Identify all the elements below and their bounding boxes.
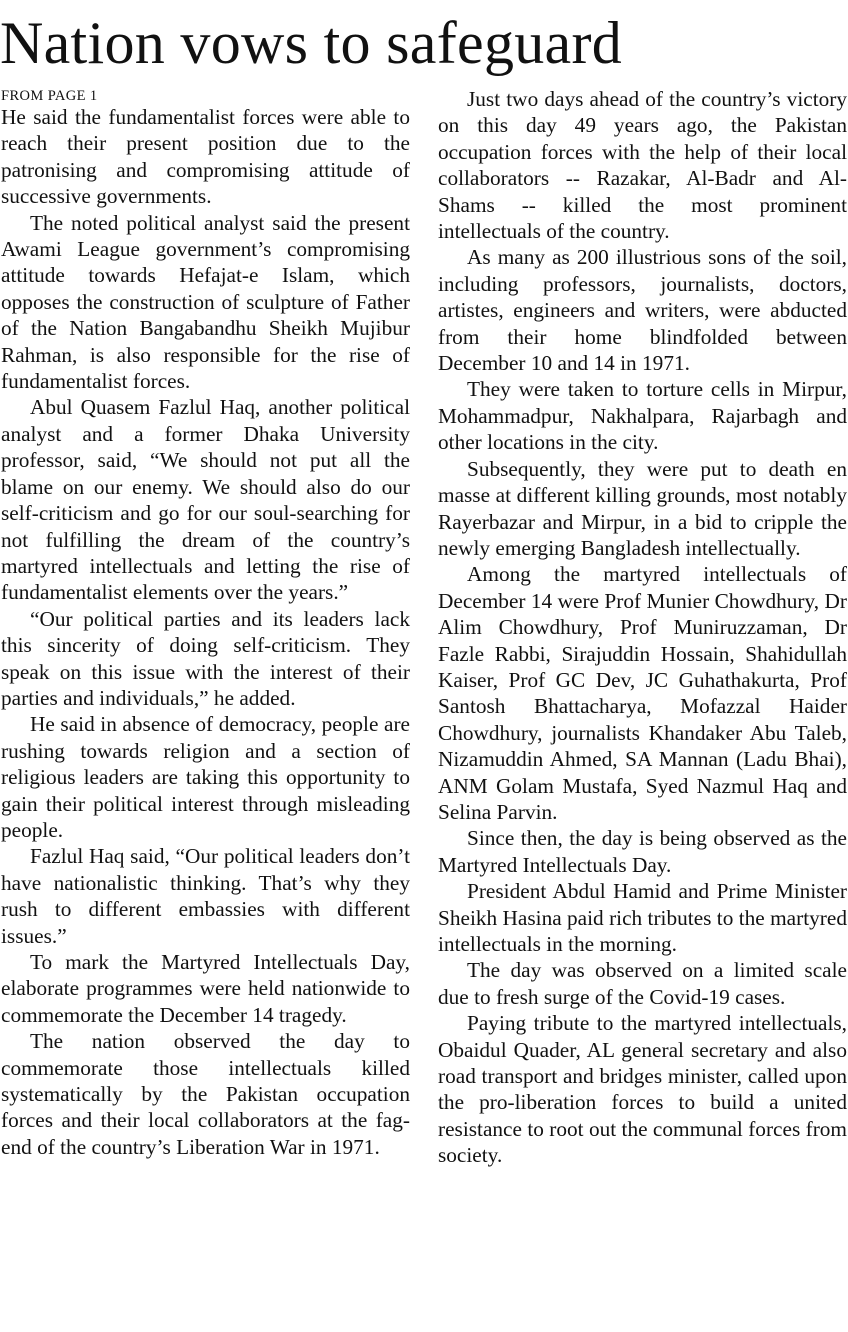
paragraph: He said the fundamentalist forces were able to reach their present position due to the patronising and compromising attitude of successive governments. — [1, 105, 410, 209]
paragraph: The noted political analyst said the present Awami League government’s compromising attitude towards Hefajat-e Islam, which opposes the construction of sculpture of Father of the Nation Bangabandhu Sheikh Mujibur Rahman, is also responsible for the rise of fundamentalist forces. — [1, 210, 410, 394]
paragraph: Among the martyred intellectuals of December 14 were Prof Munier Chowdhury, Dr Alim Chowdhury, Prof Muniruzzaman, Dr Fazle Rabbi, Sirajuddin Hossain, Shahidullah Kaiser, Prof GC Dev, JC Guhathakurta, Prof Santosh Bhattacharya, Mofazzal Haider Chowdhury, journalists Khandaker Abu Taleb, Nizamuddin Ahmed, SA Mannan (Ladu Bhai), ANM Golam Mustafa, Syed Nazmul Haq and Selina Parvin. — [438, 562, 847, 824]
paragraph: As many as 200 illustrious sons of the soil, including professors, journalists, doctors, artistes, engineers and writers, were abducted from their home blindfolded between December 10 and 14 in 1971. — [438, 245, 847, 376]
paragraph: Abul Quasem Fazlul Haq, another political analyst and a former Dhaka University professor, said, “We should not put all the blame on our enemy. We should also do our self-criticism and go for our soul-searching for not fulfilling the dream of the country’s martyred intellectuals and letting the rise of fundamentalist elements over the years.” — [1, 395, 410, 605]
paragraph: Just two days ahead of the country’s victory on this day 49 years ago, the Pakistan occupation forces with the help of their local collaborators -- Razakar, Al-Badr and Al-Shams -- killed the most prominent intellectuals of the country. — [438, 87, 847, 244]
paragraph: The day was observed on a limited scale due to fresh surge of the Covid-19 cases. — [438, 958, 847, 1009]
article-column-left — [1, 86, 410, 1160]
paragraph: To mark the Martyred Intellectuals Day, elaborate programmes were held nationwide to commemorate the December 14 tragedy. — [1, 950, 410, 1027]
paragraph: He said in absence of democracy, people are rushing towards religion and a section of religious leaders are taking this opportunity to gain their political interest through misleading people. — [1, 712, 410, 842]
paragraph: President Abdul Hamid and Prime Minister Sheikh Hasina paid rich tributes to the martyred intellectuals in the morning. — [438, 879, 847, 956]
headline: Nation vows to safeguard — [0, 10, 623, 76]
paragraph: Subsequently, they were put to death en masse at different killing grounds, most notably Rayerbazar and Mirpur, in a bid to cripple the newly emerging Bangladesh intellectually. — [438, 456, 847, 560]
paragraph: They were taken to torture cells in Mirpur, Mohammadpur, Nakhalpara, Rajarbagh and other locations in the city. — [438, 377, 847, 455]
paragraph: Fazlul Haq said, “Our political leaders don’t have nationalistic thinking. That’s why they rush to different embassies with different issues.” — [1, 844, 410, 948]
article-column-right — [438, 86, 847, 1169]
dateline: FROM PAGE 1 — [1, 88, 98, 104]
paragraph: The nation observed the day to commemorate those intellectuals killed systematically by the Pakistan occupation forces and their local collaborators at the fag-end of the country’s Liberation War in 1971. — [1, 1029, 410, 1159]
paragraph: “Our political parties and its leaders lack this sincerity of doing self-criticism. They speak on this issue with the interest of their parties and individuals,” he added. — [1, 606, 410, 710]
paragraph: Since then, the day is being observed as the Martyred Intellectuals Day. — [438, 826, 847, 877]
paragraph: Paying tribute to the martyred intellectuals, Obaidul Quader, AL general secretary and also road transport and bridges minister, called upon the pro-liberation forces to build a united resistance to root out the communal forces from society. — [438, 1011, 847, 1168]
